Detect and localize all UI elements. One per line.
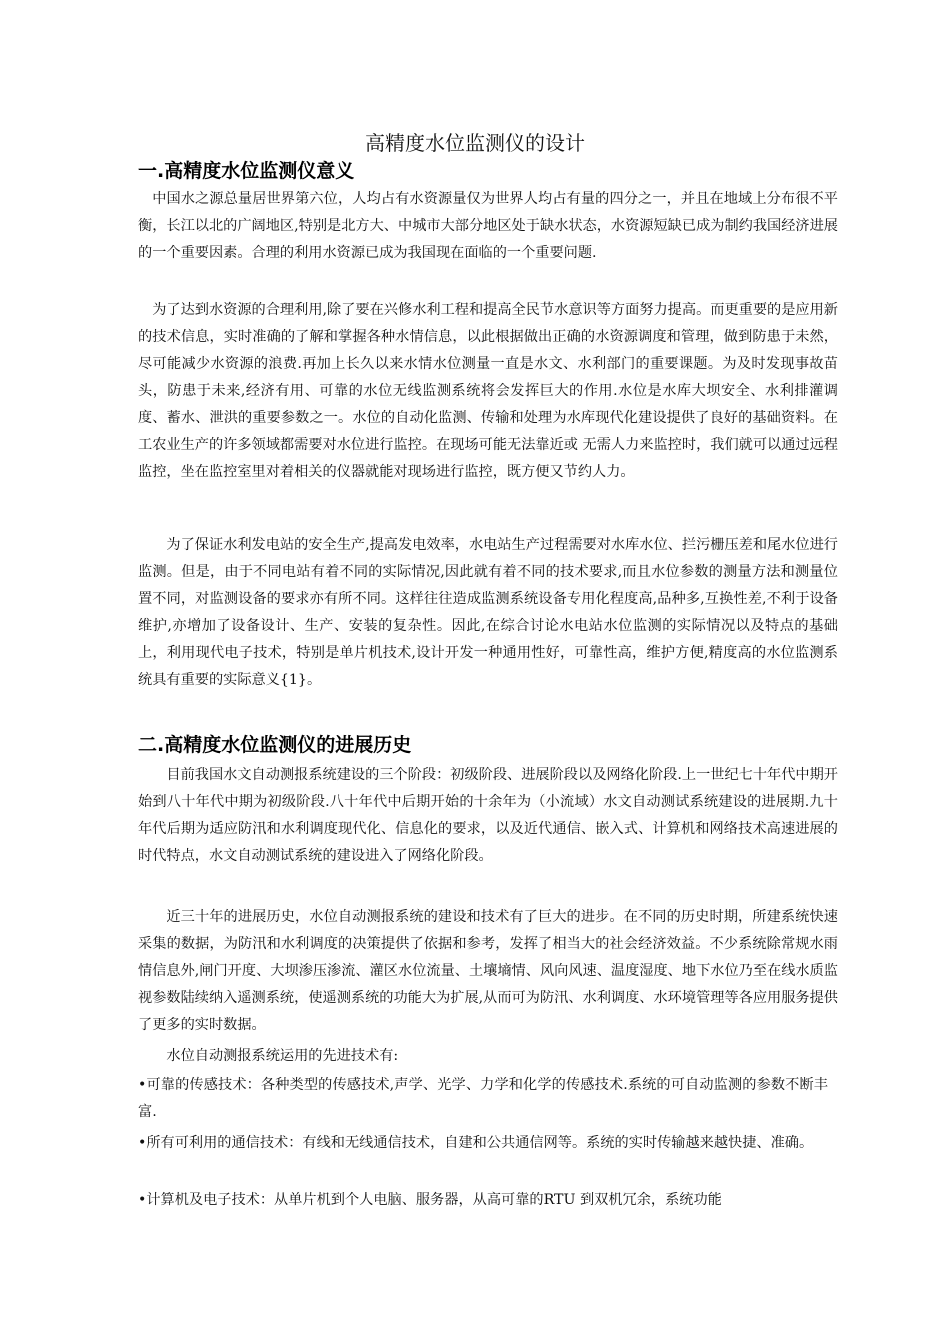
paragraph: 为了保证水利发电站的安全生产,提高发电效率，水电站生产过程需要对水库水位、拦污栅压差和尾水位进行监测。但是，由于不同电站有着不同的实际情况,因此就有着不同的技术要求,而且水位参数的测量方法和测量位置不同，对监测设备的要求亦有所不同。这样往往造成监测系统设备专用化程度高,品种多,互换性差,不利于设备维护,亦增加了设备设计、生产、安装的复杂性。因此,在综合讨论水电站水位监测的实际情况以及特点的基础上，利用现代电子技术，特别是单片机技术,设计开发一种通用性好，可靠性高，维护方便,精度高的水位监测系统具有重要的实际意义{1}。: [138, 537, 838, 688]
document-title: 高精度水位监测仪的设计: [365, 131, 585, 155]
bullet-item: •可靠的传感技术：各种类型的传感技术,声学、光学、力学和化学的传感技术.系统的可自动监测的参数不断丰富.: [138, 1077, 828, 1120]
section-heading-2: 二.高精度水位监测仪的进展历史: [138, 734, 412, 756]
paragraph: 近三十年的进展历史，水位自动测报系统的建设和技术有了巨大的进步。在不同的历史时期，所建系统快速采集的数据，为防汛和水利调度的决策提供了依据和参考，发挥了相当大的社会经济效益。不少系统除常规水雨情信息外,闸门开度、大坝渗压渗流、灌区水位流量、土壤墒情、风向风速、温度湿度、地下水位乃至在线水质监视参数陆续纳入遥测系统，使遥测系统的功能大为扩展,从而可为防汛、水利调度、水环境管理等各应用服务提供了更多的实时数据。: [138, 909, 838, 1033]
paragraph: 中国水之源总量居世界第六位，人均占有水资源量仅为世界人均占有量的四分之一，并且在地域上分布很不平衡，长江以北的广阔地区,特别是北方大、中城市大部分地区处于缺水状态，水资源短缺已成为制约我国经济进展的一个重要因素。合理的利用水资源已成为我国现在面临的一个重要问题.: [138, 191, 838, 261]
section-heading-1: 一.高精度水位监测仪意义: [138, 160, 355, 182]
bullet-item: •所有可利用的通信技术：有线和无线通信技术，自建和公共通信网等。系统的实时传输越来越快捷、准确。: [138, 1135, 814, 1151]
paragraph: 为了达到水资源的合理利用,除了要在兴修水利工程和提高全民节水意识等方面努力提高。而更重要的是应用新的技术信息，实时准确的了解和掌握各种水情信息，以此根据做出正确的水资源调度和管理，做到防患于未然，尽可能减少水资源的浪费.再加上长久以来水情水位测量一直是水文、水利部门的重要课题。为及时发现事故苗头，防患于未来,经济有用、可靠的水位无线监测系统将会发挥巨大的作用.水位是水库大坝安全、水利排灌调度、蓄水、泄洪的重要参数之一。水位的自动化监测、传输和处理为水库现代化建设提供了良好的基础资料。在工农业生产的许多领域都需要对水位进行监控。在现场可能无法靠近或 无需人力来监控时，我们就可以通过远程监控，坐在监控室里对着相关的仪器就能对现场进行监控，既方便又节约人力。: [138, 302, 838, 480]
paragraph: 目前我国水文自动测报系统建设的三个阶段：初级阶段、进展阶段以及网络化阶段.上一世纪七十年代中期开始到八十年代中期为初级阶段.八十年代中后期开始的十余年为（小流域）水文自动测试系统建设的进展期.九十年代后期为适应防汛和水利调度现代化、信息化的要求，以及近代通信、嵌入式、计算机和网络技术高速进展的时代特点，水文自动测试系统的建设进入了网络化阶段。: [138, 767, 838, 864]
paragraph: 水位自动测报系统运用的先进技术有:: [166, 1048, 399, 1064]
bullet-item: •计算机及电子技术：从单片机到个人电脑、服务器，从高可靠的RTU 到双机冗余，系统功能: [138, 1192, 722, 1208]
